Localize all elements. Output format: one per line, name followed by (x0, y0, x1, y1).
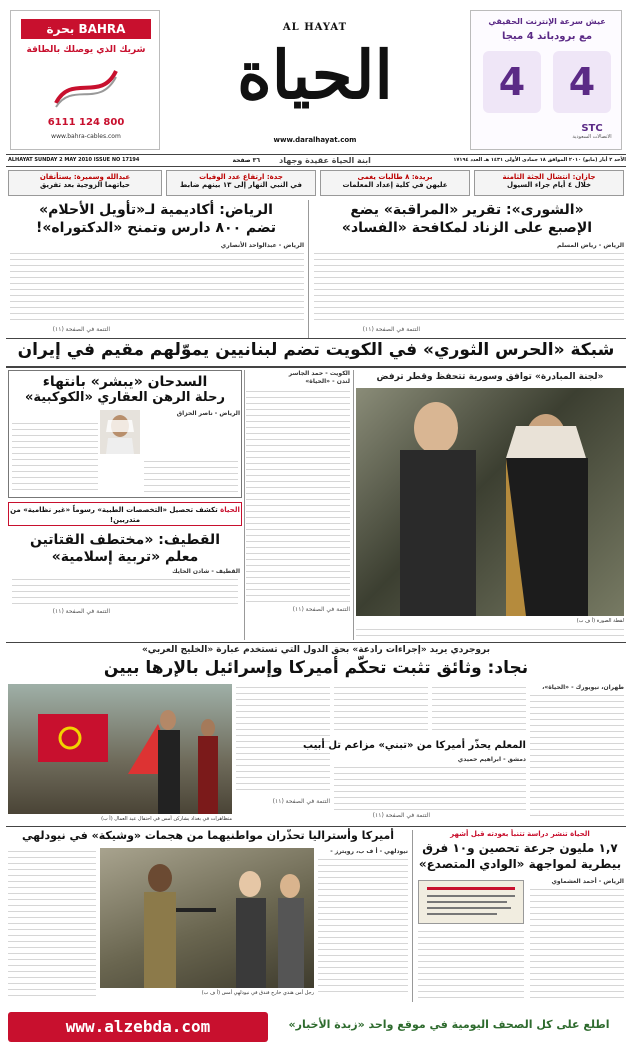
main-byline-2: لندن - «الحياة» (305, 378, 350, 385)
india-body-2 (8, 848, 96, 998)
teacher-continue[interactable]: التتمة في الصفحة (١١) (372, 812, 430, 819)
teaser-buraidah[interactable] (320, 170, 470, 196)
study-body (530, 886, 624, 998)
bahra-logo (21, 19, 151, 39)
qatif-continue[interactable]: التتمة في الصفحة (١١) (52, 608, 110, 615)
teaser-buraidah-sub: عليهن في كلية إعداد المعلمات (342, 181, 448, 189)
qatif-byline: القطيف - شادن الحايك (172, 568, 240, 575)
sadhan-portrait (100, 410, 140, 454)
riyadh-continue[interactable]: التتمة في الصفحة (١١) (52, 326, 110, 333)
gulf-byline: طهران، نيويورك - «الحياة»، (542, 684, 624, 691)
teaser-couple[interactable] (8, 170, 162, 196)
masthead-tagline: ابنة الحياة عقيدة وجهاد (279, 156, 371, 165)
main-byline-1: الكويت - حمد الجاسر (288, 370, 350, 377)
sadhan-body-2 (144, 458, 238, 492)
gulf-headline[interactable]: نجاد: وثائق تثبت تحكّم أميركا وإسرائيل بالإرها بيين (103, 658, 529, 678)
study-headline-1[interactable]: ١,٧ مليون جرعة تحصين و١٠ فرق (422, 841, 618, 855)
stc-brand: STC (581, 123, 603, 134)
study-body-2 (418, 928, 524, 998)
gulf-body-3 (334, 684, 428, 734)
study-byline: الرياض - أحمد العشماوي (551, 878, 624, 885)
cable-icon (51, 63, 121, 111)
teaser-jazan[interactable] (474, 170, 624, 196)
stc-offer-left (483, 51, 541, 113)
stc-sub: مع برودباند 4 ميجا (501, 31, 593, 42)
shura-kicker[interactable]: «الشورى»: تقرير «المراقبة» يضع (350, 202, 584, 218)
teaser-jeddah[interactable] (166, 170, 316, 196)
shura-headline[interactable]: الإصبع على الزناد لمكافحة «الفساد» (341, 220, 593, 236)
bahra-brand: BAHRA (78, 22, 126, 36)
gulf-continue[interactable]: التتمة في الصفحة (١١) (272, 798, 330, 805)
shura-continue[interactable]: التتمة في الصفحة (١١) (362, 326, 420, 333)
photo-main-caption: لقطة الصورة (أ ف ب) (576, 618, 624, 624)
stc-price-left: 4 (498, 60, 526, 104)
sadhan-headline[interactable]: رحلة الرهن العقاري «الكوكبية» (25, 390, 225, 405)
qatif-kicker[interactable]: القطيف: «مختطف القتاتين (29, 532, 220, 548)
sadhan-byline: الرياض - ناصر الحزاق (176, 410, 240, 417)
teacher-byline: دمشق - ابراهيم حميدي (457, 756, 526, 763)
stc-offer-right (553, 51, 611, 113)
footer-slogan: اطلع على كل الصحف اليومية في موقع واحد «زبدة الأخبار» (288, 1018, 610, 1031)
india-headline[interactable]: أميركا وأستراليا تحذّران مواطنيهما من هجمات «وشيكة» في نيودلهي (21, 829, 395, 842)
photo-india (100, 848, 314, 988)
gulf-body-4 (236, 684, 330, 794)
riyadh-kicker[interactable]: الرياض: أكاديمية لـ«تأويل الأحلام» (39, 202, 273, 218)
gulf-body-2 (432, 684, 526, 734)
teaser-couple-label: عبدالله وسميرة: يستأنفان (39, 173, 131, 181)
sadhan-kicker[interactable]: السدحان «يبشر» بانتهاء (42, 374, 208, 390)
photo-main (356, 388, 624, 616)
teaser-couple-sub: حياتهما الزوجية بعد تفريق (40, 181, 130, 189)
protest-illustration (8, 684, 232, 814)
study-kicker: الحياة تنشر دراسة تتنبأ بعودته قبل أشهر (450, 830, 590, 838)
dateline-en: ALHAYAT SUNDAY 2 MAY 2010 ISSUE NO 17194 (8, 157, 140, 163)
promo-label: الحياة (220, 506, 240, 514)
study-headline-2[interactable]: بيطرية لمواجهة «الوادي المتصدع» (418, 857, 622, 871)
stc-logo (567, 123, 617, 145)
main-headline[interactable]: شبكة «الحرس الثوري» في الكويت تضم لبنانيين يموّلهم مقيم في إيران (17, 340, 615, 360)
bahra-phone: 800 124 6111 (47, 117, 125, 128)
photo-protest-caption: متظاهرات في بغداد يشاركن أمس في احتفال عيد العمال (أ ب) (101, 816, 232, 822)
bahra-slogan: شريك الذي يوصلك بالطاقة (26, 45, 146, 55)
india-body (318, 856, 408, 996)
footer-url[interactable]: www.alzebda.com (8, 1012, 268, 1042)
stc-price-right: 4 (568, 60, 596, 104)
riyadh-body (10, 250, 304, 324)
india-byline: نيودلهي - أ ف ب، رويترز - (330, 848, 408, 855)
bahra-website: www.bahra-cables.com (51, 133, 121, 140)
riyadh-headline[interactable]: تضم ٨٠٠ دارس وتمنح «الدكتوراه»! (35, 220, 277, 236)
teaser-jeddah-sub: في النبي النهار إلى ١٣ بينهم ضابط (180, 181, 302, 189)
sadhan-body (12, 420, 98, 490)
study-document-image (418, 880, 524, 924)
masthead-website: www.daralhayat.com (273, 136, 357, 144)
masthead-logo: الحياة (237, 36, 393, 114)
teacher-headline[interactable]: المعلم يحذّر أميركا من «تبني» مزاعم تل أبيب (302, 740, 526, 751)
guard-illustration (100, 848, 314, 988)
page-count: ٣٦ صفحة (232, 157, 260, 164)
teaser-buraidah-label: بريدة: ٨ طالبات يغمى (357, 173, 433, 181)
riyadh-byline: الرياض - عبدالواحد الأنصاري (220, 242, 304, 249)
teacher-body (334, 764, 526, 810)
teaser-jeddah-label: جدة: ارتفاع عدد الوفيات (199, 173, 283, 181)
promo-text: تكشف تحصيل «التخصصات الطبية» رسوماً «غير نظامية» من متدربين! (10, 506, 218, 524)
bahra-brand-ar: بحرة (46, 22, 75, 36)
gulf-kicker[interactable]: بروجردي يريد «إجراءات رادعة» بحق الدول التي تستخدم عبارة «الخليج العربي» (141, 645, 491, 655)
ad-bahra[interactable] (10, 10, 160, 150)
shura-byline: الرياض - رياض المسلم (557, 242, 624, 249)
stc-headline: عيش سرعة الإنترنت الحقيقي (488, 17, 606, 26)
ad-stc[interactable] (470, 10, 622, 150)
photo-main-kicker: «لجنة المبادرة» توافق وسورية تتحفظ وقطر ترفض (376, 372, 604, 382)
photo-protest (8, 684, 232, 814)
stc-brand-ar: الاتصالات السعودية (572, 134, 612, 140)
main-story-body (246, 388, 350, 604)
figures-illustration (356, 388, 624, 616)
dateline-ar: الأحد ٢ أيار (مايو) ٢٠١٠ الموافق ١٨ جمادى الأولى ١٤٣١ هـ العدد ١٧١٩٤ (453, 157, 626, 163)
teaser-jazan-label: جازان: انتشال الجثة الثامنة (502, 173, 596, 181)
teaser-jazan-sub: خلال ٤ أيام جراء السيول (506, 181, 592, 189)
qatif-headline[interactable]: معلم «تربية إسلامية» (51, 549, 199, 565)
gulf-body-1 (530, 692, 624, 816)
qatif-body (12, 576, 238, 606)
masthead-title-en: AL HAYAT (282, 22, 348, 33)
photo-main-body (356, 626, 624, 638)
main-continue[interactable]: التتمة في الصفحة (١١) (292, 606, 350, 613)
footer-banner[interactable] (0, 1010, 632, 1045)
promo-box[interactable] (8, 502, 242, 526)
photo-india-caption: رجل أمن هندي خارج فندق في نيودلهي أمس (أ ف ب) (201, 990, 314, 996)
shura-body (314, 250, 624, 324)
